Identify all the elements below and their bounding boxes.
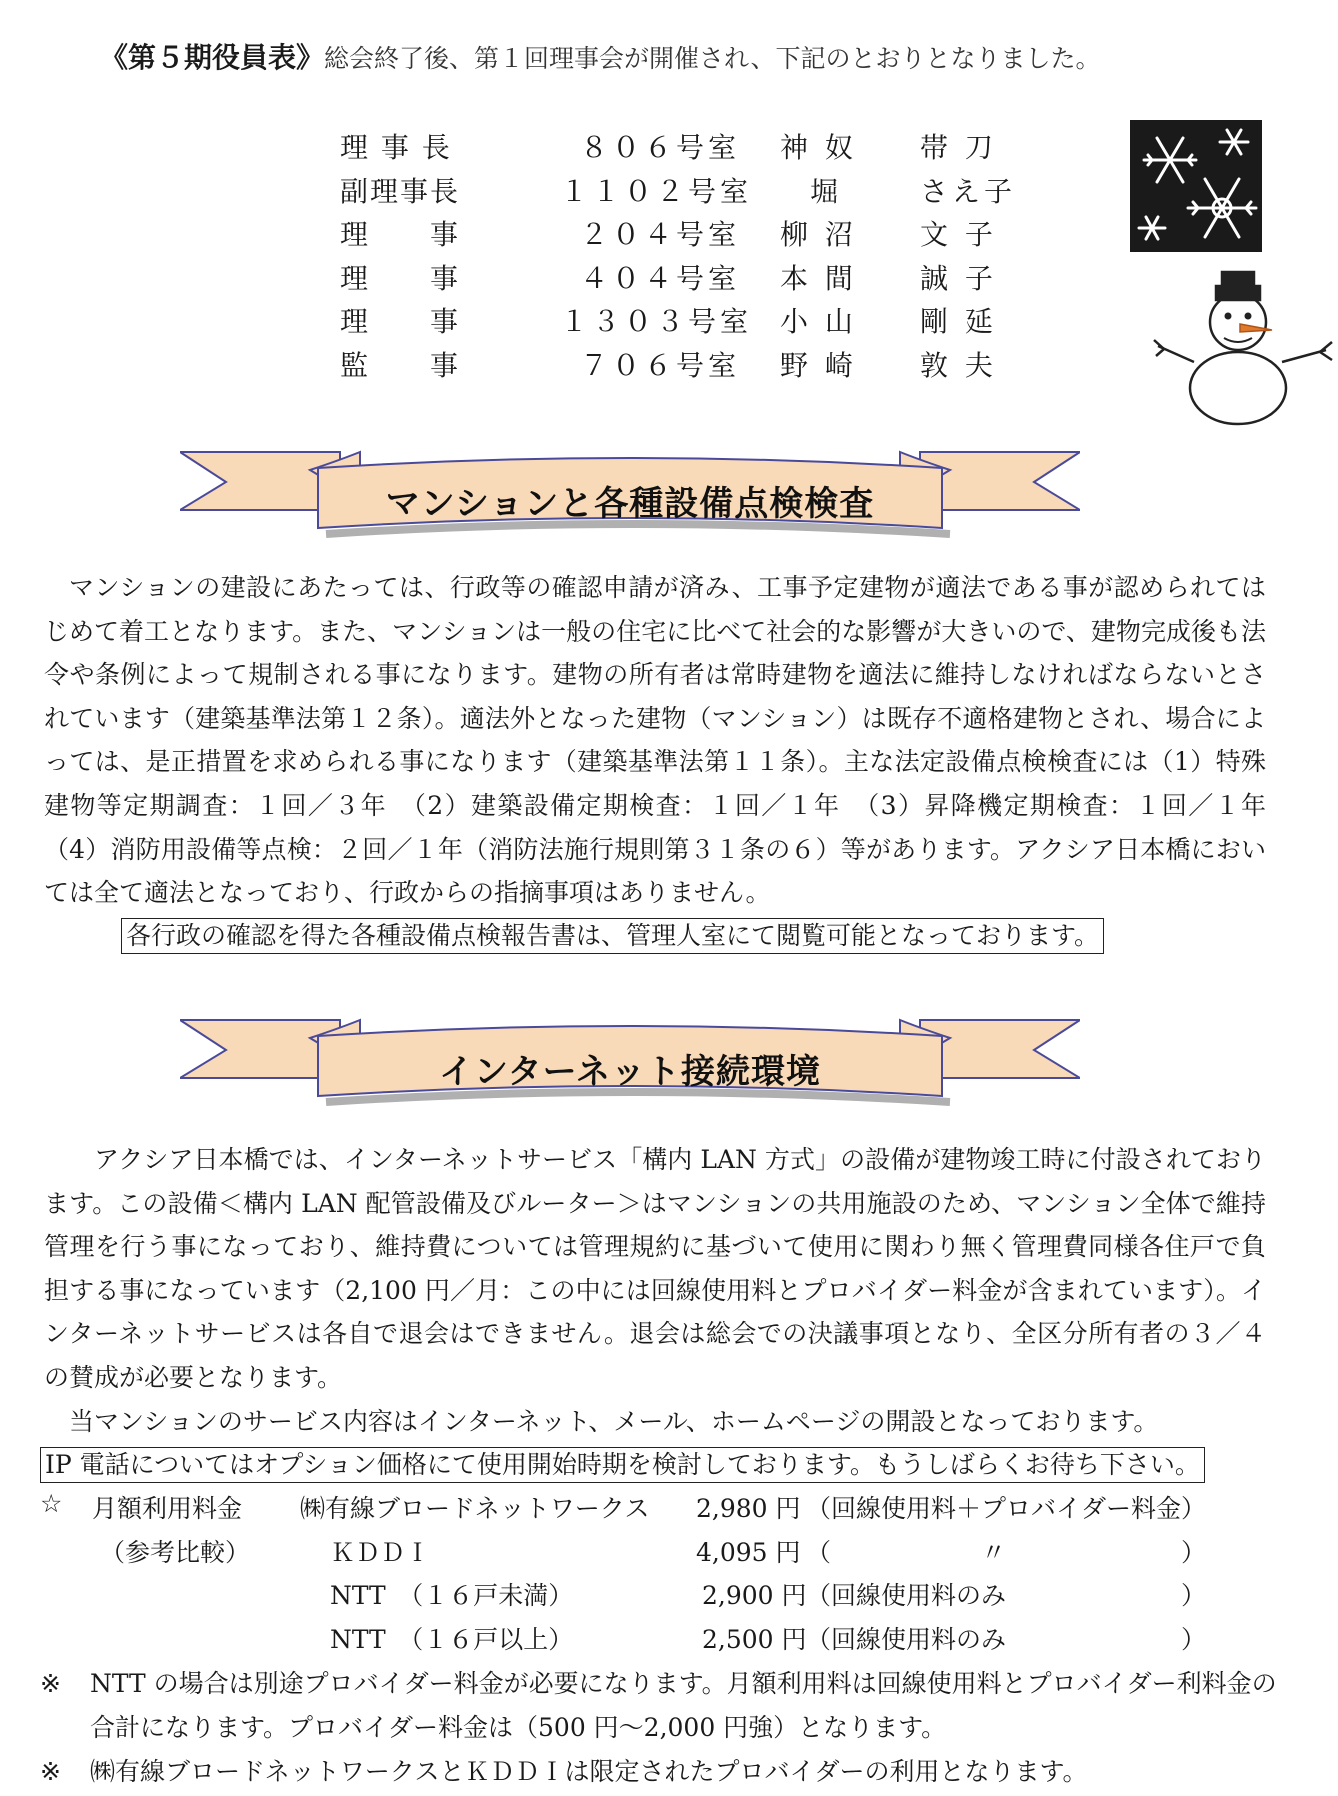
footnote-text: NTT の場合は別途プロバイダー料金が必要になります。月額利用料は回線使用料とプロバイダー利料金の合計になります。プロバイダー料金は（500 円〜2,000 円強）となります。 xyxy=(90,1669,1277,1742)
officer-family-name: 神 奴 xyxy=(780,131,857,164)
paragraph-text: アクシア日本橋では、インターネットサービス「構内 LAN 方式」の設備が建物竣工時に付設されております。この設備＜構内 LAN 配管設備及びルーター＞はマンションの共用施設のため、マンション全体で維持管理を行う事になっており、維持費については管理規約に基づいて使用に関わり無く管理費同様各住戸で負担する事になっています（2,100 円／月：この中には回線使用料とプロバイダー料金が含まれています）。インターネットサービスは各自で退会はできません。退会は総会での決議事項となり、全区分所有者の３／４の賛成が必要となります。 xyxy=(44,1145,1266,1392)
footnote xyxy=(40,1662,1290,1752)
officer-row xyxy=(340,296,1020,340)
star-mark: ☆ xyxy=(40,1489,63,1518)
officer-given-name: 文 子 xyxy=(920,218,997,252)
pricing-detail: （回線使用料のみ ） xyxy=(806,1581,1207,1611)
officer-given-name: さえ子 xyxy=(920,174,1017,208)
officer-role: 理 事 xyxy=(340,218,461,252)
officer-given-name: 帯 刀 xyxy=(920,131,997,164)
pricing-price: 2,980 円 xyxy=(696,1494,801,1523)
intro-line xyxy=(100,36,1101,76)
officer-row xyxy=(340,340,1020,384)
pricing-price: 2,900 円 xyxy=(702,1581,807,1611)
officer-given-name: 敦 夫 xyxy=(920,348,997,382)
pricing-row xyxy=(40,1485,1290,1529)
officer-family-name: 本 間 xyxy=(780,261,857,295)
pricing-provider: NTT （１６戸未満） xyxy=(330,1581,574,1611)
section-banner-inspection xyxy=(180,440,1080,550)
officer-role: 理 事 xyxy=(340,261,461,295)
pricing-price: 2,500 円 xyxy=(702,1624,807,1654)
footnote xyxy=(40,1750,1290,1794)
section-title: マンションと各種設備点検検査 xyxy=(385,484,875,524)
officer-given-name: 誠 子 xyxy=(920,261,997,295)
section-banner-internet xyxy=(180,1008,1080,1118)
officer-role: 副理事長 xyxy=(340,174,461,208)
pricing-detail: （回線使用料のみ ） xyxy=(806,1624,1207,1654)
pricing-row xyxy=(40,1616,1290,1660)
officer-table-heading: 《第５期役員表》 xyxy=(100,41,325,74)
officer-room: ７０６号室 xyxy=(579,348,740,382)
pricing-row xyxy=(40,1529,1290,1573)
officer-family-name: 野 崎 xyxy=(780,348,857,382)
officer-role: 理 事 xyxy=(340,305,461,339)
officer-role: 理 事 長 xyxy=(340,131,452,164)
officer-family-name: 小 山 xyxy=(780,305,857,339)
section-title: インターネット接続環境 xyxy=(439,1052,821,1092)
boxed-note-text: 各行政の確認を得た各種設備点検報告書は、管理人室にて閲覧可能となっております。 xyxy=(121,918,1104,954)
officer-row xyxy=(340,166,1020,210)
officer-row xyxy=(340,209,1020,253)
officer-given-name: 剛 延 xyxy=(920,305,997,339)
pricing-table xyxy=(40,1485,1290,1659)
officer-room: ４０４号室 xyxy=(579,261,740,295)
pricing-price: 4,095 円 xyxy=(696,1537,801,1567)
officer-room: ８０６号室 xyxy=(579,131,740,164)
paragraph-text: マンションの建設にあたっては、行政等の確認申請が済み、工事予定建物が適法である事が認められてはじめて着工となります。また、マンションは一般の住宅に比べて社会的な影響が大きいので、建物完成後も法令や条例によって規制される事になります。建物の所有者は常時建物を適法に維持しなければならないとされています（建築基準法第１２条）。適法外となった建物（マンション）は既存不適格建物とされ、場合によっては、是正措置を求められる事になります（建築基準法第１１条）。主な法定設備点検検査には（1）特殊建物等定期調査：１回／３年 （2）建築設備定期検査：１回／１年 （3）昇降機定期検査：１回／１年 （4）消防用設備等点検：２回／１年（消防法施行規則第３１条の６）等があります。アクシア日本橋においては全て適法となっており、行政からの指摘事項はありません。 xyxy=(44,573,1292,908)
paragraph-text-2: 当マンションのサービス内容はインターネット、メール、ホームページの開設となっております。 xyxy=(69,1406,1159,1436)
intro-text: 総会終了後、第１回理事会が開催され、下記のとおりとなりました。 xyxy=(324,44,1101,73)
officer-room: ２０４号室 xyxy=(579,218,740,252)
snowflake-icon xyxy=(1130,120,1262,252)
snowman-icon xyxy=(1150,270,1338,430)
officers-table xyxy=(340,122,1020,384)
pricing-detail: （ 〃 ） xyxy=(806,1537,1207,1567)
officer-family-name: 柳 沼 xyxy=(780,218,857,252)
officer-row xyxy=(340,122,1020,166)
boxed-note-text: IP 電話についてはオプション価格にて使用開始時期を検討しております。もうしばらくお待ち下さい。 xyxy=(40,1447,1205,1483)
pricing-label: （参考比較） xyxy=(100,1537,251,1567)
officer-family-name: 堀 xyxy=(810,174,843,208)
footnote-mark: ※ xyxy=(40,1757,61,1786)
pricing-detail: （回線使用料＋プロバイダー料金） xyxy=(806,1494,1207,1523)
inspection-boxed-note xyxy=(121,918,1104,954)
pricing-provider: ＫＤＤＩ xyxy=(330,1537,431,1567)
pricing-label: 月額利用料金 xyxy=(92,1494,243,1523)
officer-role: 監 事 xyxy=(340,348,461,382)
officer-row xyxy=(340,253,1020,297)
officer-room: １３０３号室 xyxy=(560,305,753,339)
officer-room: １１０２号室 xyxy=(560,174,753,208)
footnote-mark: ※ xyxy=(40,1669,61,1698)
pricing-provider: NTT （１６戸以上） xyxy=(330,1624,574,1654)
pricing-provider: ㈱有線ブロードネットワークス xyxy=(300,1494,650,1523)
pricing-row xyxy=(40,1572,1290,1616)
inspection-paragraph xyxy=(44,566,1292,915)
internet-paragraph xyxy=(44,1138,1266,1443)
internet-boxed-note xyxy=(40,1447,1205,1483)
footnote-text: ㈱有線ブロードネットワークスとＫＤＤＩは限定されたプロバイダーの利用となります。 xyxy=(90,1757,1088,1786)
